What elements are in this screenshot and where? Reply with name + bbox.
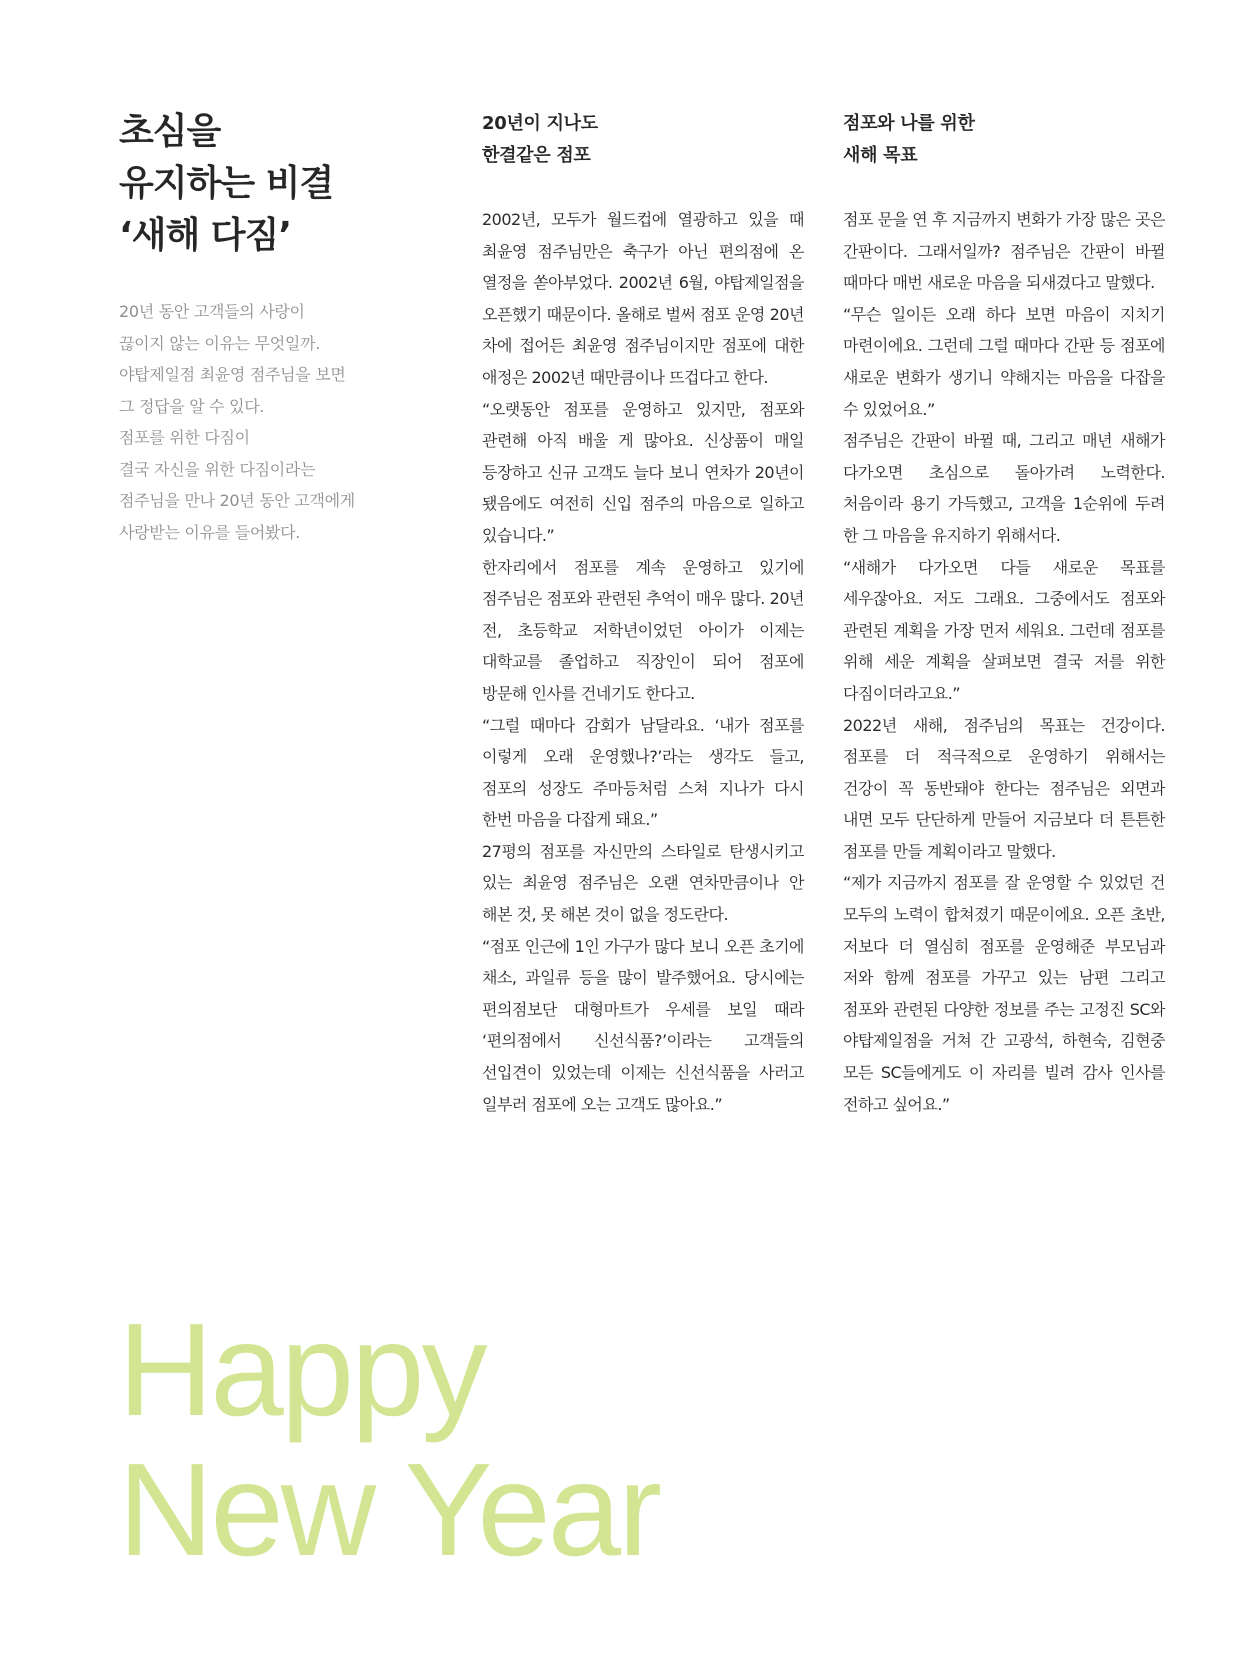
title-line-3: ‘새해 다짐’ [119, 215, 291, 256]
right-column [843, 108, 1165, 1120]
title-line-2: 유지하는 비결 [119, 163, 334, 204]
paragraph: “그럴 때마다 감회가 남달라요. ‘내가 점포를 이렇게 오래 운영했나?’라는 생각도 들고, 점포의 성장도 주마등처럼 스쳐 지나가 다시 한번 마음을 다잡게 돼요.” [482, 715, 804, 830]
paragraph: 2022년 새해, 점주님의 목표는 건강이다. 점포를 더 적극적으로 운영하기 위해서는 건강이 꼭 동반돼야 한다는 점주님은 외면과 내면 모두 단단하게 만들어 지금보다 더 튼튼한 점포를 만들 계획이라고 말했다. [843, 715, 1165, 861]
paragraph: 2002년, 모두가 월드컵에 열광하고 있을 때 최윤영 점주님만은 축구가 아닌 편의점에 온 열정을 쏟아부었다. 2002년 6월, 야탑제일점을 오픈했기 때문이다. 올해로 벌써 점포 운영 20년 차에 접어든 최윤영 점주님이지만 점포에 대한 애정은 2002년 때만큼이나 뜨겁다고 한다. [482, 210, 804, 387]
paragraph: 27평의 점포를 자신만의 스타일로 탄생시키고 있는 최윤영 점주님은 오랜 연차만큼이나 안 해본 것, 못 해본 것이 없을 정도란다. [482, 841, 804, 925]
heading-line: 20년이 지나도 [482, 113, 598, 134]
paragraph: “새해가 다가오면 다들 새로운 목표를 세우잖아요. 저도 그래요. 그중에서도 점포와 관련된 계획을 가장 먼저 세워요. 그런데 점포를 위해 세운 계획을 살펴보면 결국 저를 위한 다짐이더라고요.” [843, 557, 1165, 703]
heading-line: 새해 목표 [843, 145, 918, 166]
happy-new-year-greeting [118, 1296, 660, 1583]
heading-line: 점포와 나를 위한 [843, 113, 975, 134]
paragraph: 점포 문을 연 후 지금까지 변화가 가장 많은 곳은 간판이다. 그래서일까? 점주님은 간판이 바뀔 때마다 매번 새로운 마음을 되새겼다고 말했다. [843, 210, 1165, 293]
intro-line: 점주님을 만나 20년 동안 고객에게 [119, 491, 355, 510]
intro-line: 20년 동안 고객들의 사랑이 [119, 302, 305, 321]
paragraph: “오랫동안 점포를 운영하고 있지만, 점포와 관련해 아직 배울 게 많아요. 신상품이 매일 등장하고 신규 고객도 늘다 보니 연차가 20년이 됐음에도 여전히 신입 점주의 마음으로 일하고 있습니다.” [482, 399, 804, 545]
intro-line: 점포를 위한 다짐이 [119, 428, 250, 447]
middle-column-heading [482, 108, 804, 204]
paragraph: 한자리에서 점포를 계속 운영하고 있기에 점주님은 점포와 관련된 추억이 매우 많다. 20년 전, 초등학교 저학년이었던 아이가 이제는 대학교를 졸업하고 직장인이 되어 점포에 방문해 인사를 건네기도 한다고. [482, 557, 804, 703]
paragraph: “무슨 일이든 오래 하다 보면 마음이 지치기 마련이에요. 그런데 그럴 때마다 간판 등 점포에 새로운 변화가 생기니 약해지는 마음을 다잡을 수 있었어요.” [843, 304, 1165, 419]
article-title [119, 106, 419, 262]
right-column-heading [843, 108, 1165, 204]
middle-column [482, 108, 804, 1120]
paragraph: “점포 인근에 1인 가구가 많다 보니 오픈 초기에 채소, 과일류 등을 많이 발주했어요. 당시에는 편의점보단 대형마트가 우세를 보일 때라 ‘편의점에서 신선식품?’이라는 고객들의 선입견이 있었는데 이제는 신선식품을 사러고 일부러 점포에 오는 고객도 많아요.” [482, 936, 804, 1114]
heading-line: 한결같은 점포 [482, 145, 591, 166]
intro-line: 결국 자신을 위한 다짐이라는 [119, 459, 316, 479]
paragraph: 점주님은 간판이 바뀔 때, 그리고 매년 새해가 다가오면 초심으로 돌아가려 노력한다. 처음이라 용기 가득했고, 고객을 1순위에 두려 한 그 마음을 유지하기 위해서다. [843, 431, 1165, 545]
intro-line: 야탑제일점 최윤영 점주님을 보면 [119, 365, 346, 384]
greeting-line-2: New Year [118, 1436, 660, 1583]
middle-column-body [482, 204, 804, 1120]
intro-line: 끊이지 않는 이유는 무엇일까. [119, 333, 321, 353]
intro-line: 그 정답을 알 수 있다. [119, 396, 265, 416]
intro-line: 사랑받는 이유를 들어봤다. [119, 522, 301, 542]
right-column-body [843, 204, 1165, 1120]
greeting-line-1: Happy [118, 1296, 485, 1443]
paragraph: “제가 지금까지 점포를 잘 운영할 수 있었던 건 모두의 노력이 합쳐졌기 때문이에요. 오픈 초반, 저보다 더 열심히 점포를 운영해준 부모님과 저와 함께 점포를 가꾸고 있는 남편 그리고 점포와 관련된 다양한 정보를 주는 고정진 SC와 야탑제일점을 거쳐 간 고광석, 하현숙, 김현중 모든 SC들에게도 이 자리를 빌려 감사 인사를 전하고 싶어요.” [843, 873, 1165, 1114]
article-intro [119, 296, 419, 548]
title-line-1: 초심을 [119, 111, 221, 152]
